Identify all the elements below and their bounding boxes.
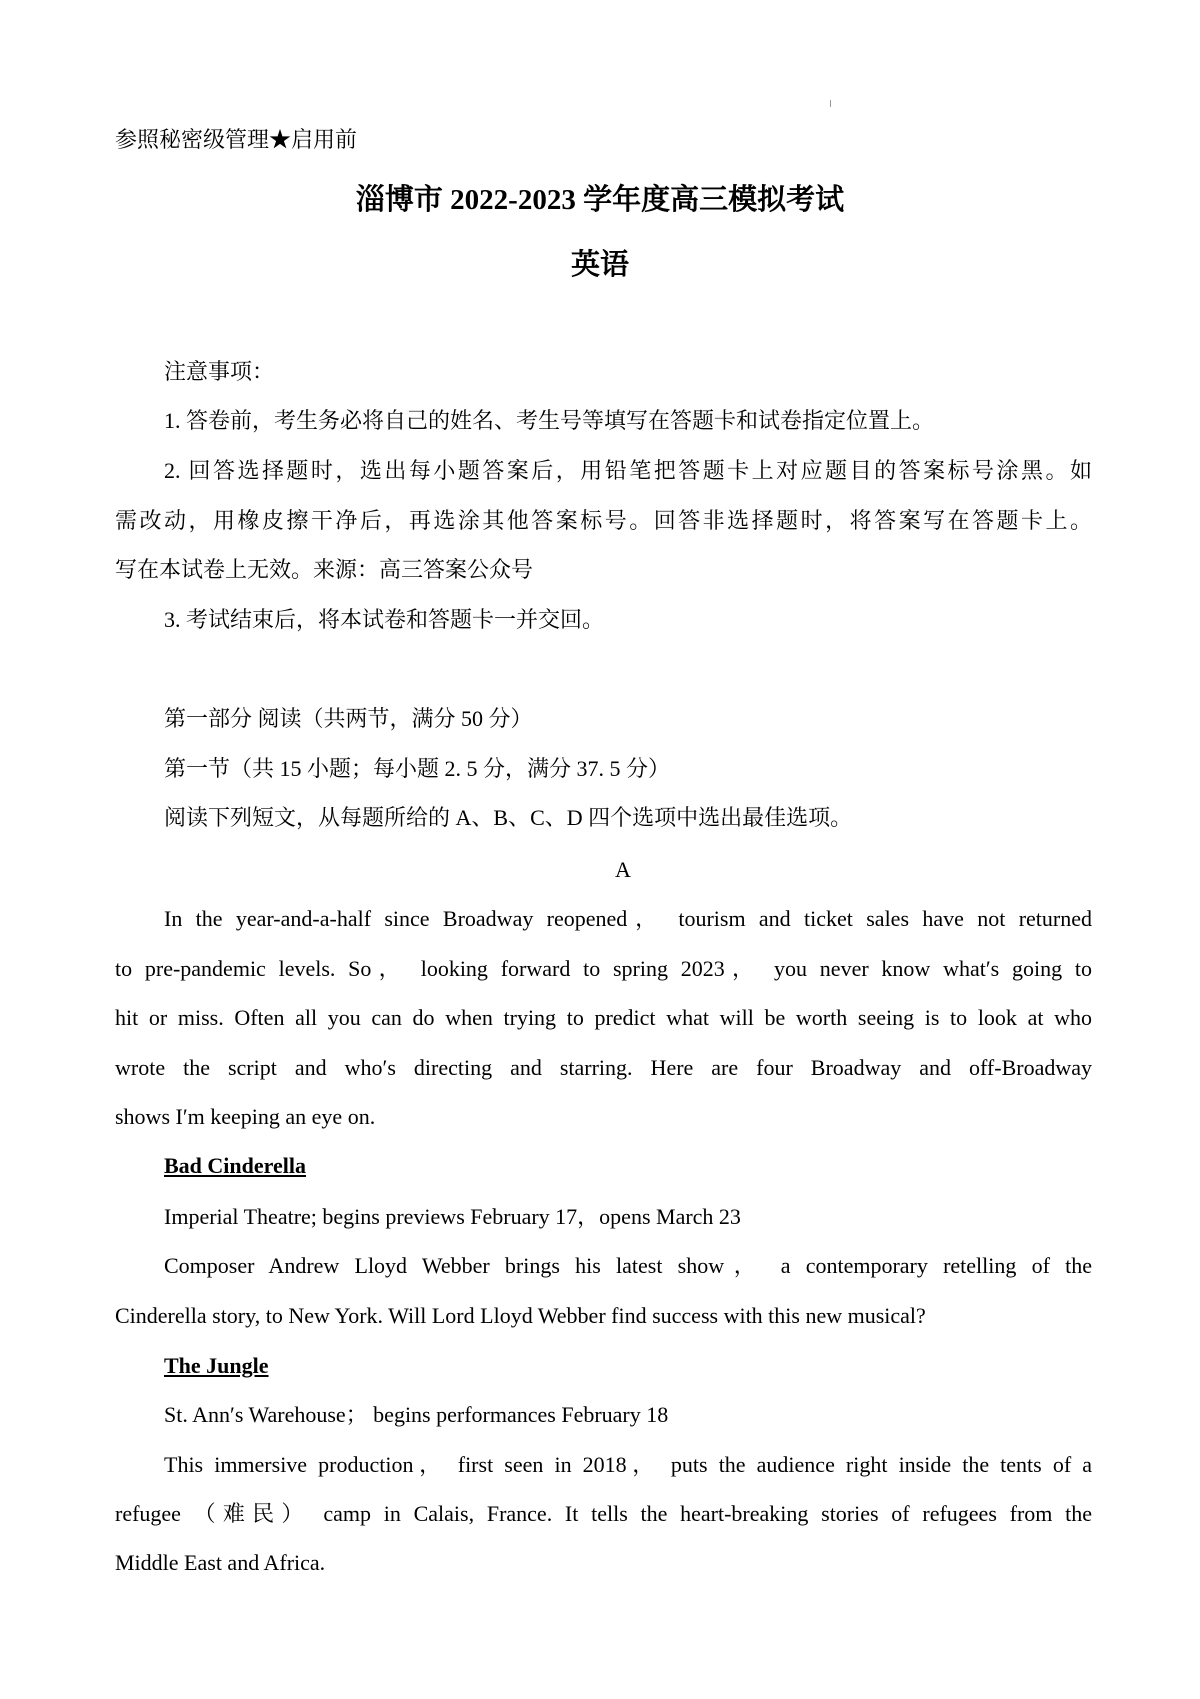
notice-label: 注意事项： (164, 359, 275, 384)
show-desc-line: Middle East and Africa. (115, 1550, 326, 1575)
passage-label: A (615, 857, 631, 882)
passage-line: wrote the script and who′s directing and starring. Here are four Broadway and off-Broadway (115, 1055, 1092, 1080)
passage-line: In the year-and-a-half since Broadway reopened， tourism and ticket sales have not returned (164, 906, 1092, 931)
show-desc-line: This immersive production， first seen in 2018， puts the audience right inside the tents of a (164, 1452, 1092, 1477)
notice-line: 需改动，用橡皮擦干净后，再选涂其他答案标号。回答非选择题时，将答案写在答题卡上。 (115, 508, 1092, 533)
section-sub: 第一节（共 15 小题；每小题 2. 5 分，满分 37. 5 分） (164, 756, 671, 781)
show-title: The Jungle (164, 1353, 269, 1378)
notice-line: 3. 考试结束后，将本试卷和答题卡一并交回。 (164, 607, 605, 632)
passage-line: shows I′m keeping an eye on. (115, 1104, 376, 1129)
exam-title: 淄博市 2022-2023 学年度高三模拟考试 (355, 184, 845, 216)
scan-mark (830, 100, 831, 107)
passage-line: hit or miss. Often all you can do when trying to predict what will be worth seeing is to look at who (115, 1005, 1092, 1030)
section-instruction: 阅读下列短文，从每题所给的 A、B、C、D 四个选项中选出最佳选项。 (164, 805, 853, 830)
confidentiality-label: 参照秘密级管理★启用前 (115, 127, 358, 152)
show-venue: St. Ann′s Warehouse； begins performances February 18 (164, 1402, 669, 1427)
notice-line: 2. 回答选择题时，选出每小题答案后，用铅笔把答题卡上对应题目的答案标号涂黑。如 (164, 458, 1092, 483)
notice-line: 1. 答卷前，考生务必将自己的姓名、考生号等填写在答题卡和试卷指定位置上。 (164, 408, 935, 433)
notice-line: 写在本试卷上无效。来源：高三答案公众号 (115, 557, 534, 582)
show-desc-line: Composer Andrew Lloyd Webber brings his latest show， a contemporary retelling of the (164, 1253, 1092, 1278)
passage-line: to pre-pandemic levels. So， looking forward to spring 2023， you never know what′s going to (115, 956, 1092, 981)
show-title: Bad Cinderella (164, 1153, 307, 1178)
show-venue: Imperial Theatre; begins previews February 17，opens March 23 (164, 1204, 741, 1229)
show-desc-line: refugee （难民） camp in Calais, France. It tells the heart-breaking stories of refugees from the (115, 1501, 1092, 1526)
section-part: 第一部分 阅读（共两节，满分 50 分） (164, 706, 533, 731)
subject-title: 英语 (570, 249, 629, 281)
show-desc-line: Cinderella story, to New York. Will Lord Lloyd Webber find success with this new musical? (115, 1303, 926, 1328)
